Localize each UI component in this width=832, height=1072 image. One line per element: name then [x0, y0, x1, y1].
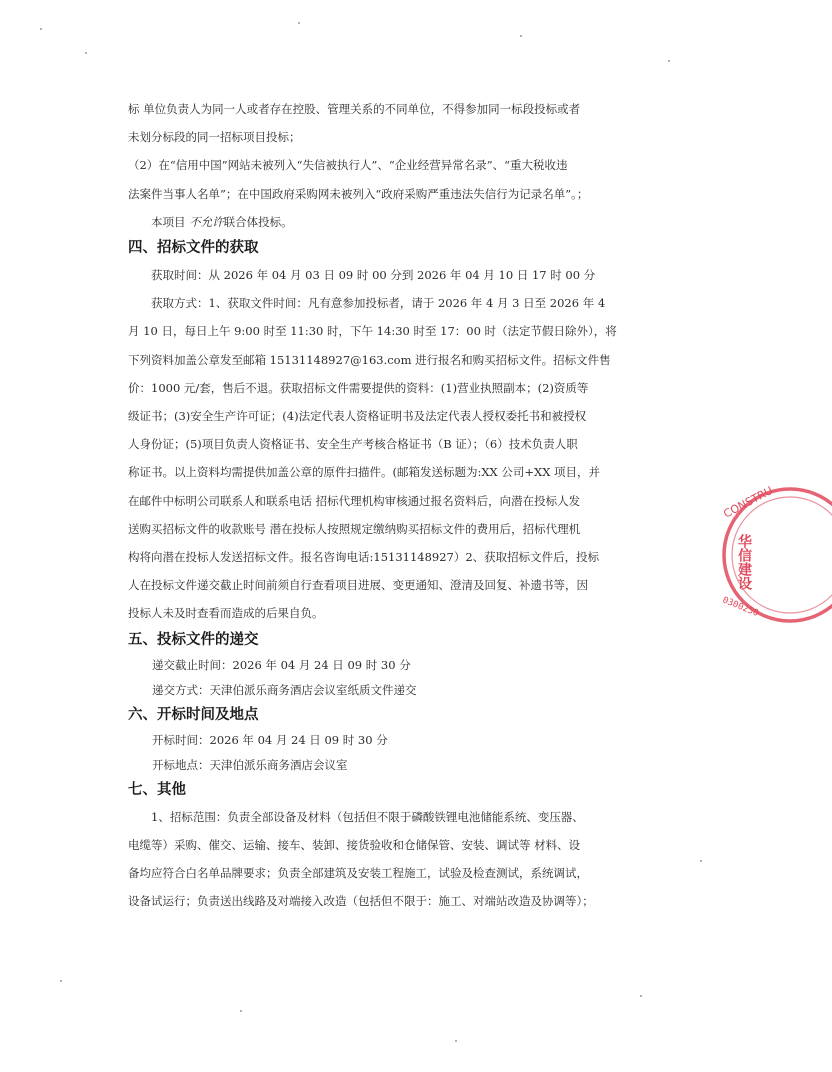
- paragraph-line: （2）在“信用中国”网站未被列入“失信被执行人”、“企业经营异常名录”、“重大税收违: [128, 158, 568, 173]
- method-line: 投标人未及时查看而造成的后果自负。: [128, 606, 324, 621]
- note-prefix: 本项目: [151, 214, 186, 229]
- acquisition-method: [128, 289, 640, 627]
- method-line: 在邮件中标明公司联系人和联系电话 招标代理机构审核通过报名资料后，向潜在投标人发: [128, 493, 581, 508]
- section-heading-7: 七、其他: [128, 781, 186, 798]
- scan-speck: [240, 1010, 242, 1012]
- method-line: 价：1000 元/套，售后不退。获取招标文件需要提供的资料：(1)营业执照副本；(2)资质等: [128, 380, 589, 395]
- paragraph-line: 未划分标段的同一招标项目投标；: [128, 130, 301, 145]
- scan-speck: [700, 860, 702, 862]
- method-line: 构将向潜在投标人发送招标文件。报名咨询电话:15131148927）2、获取招标文件后，投标: [128, 550, 600, 565]
- scan-speck: [85, 52, 87, 54]
- scan-speck: [668, 60, 670, 62]
- company-seal-stamp: [712, 470, 832, 640]
- opening-time: 开标时间：2026 年 04 月 24 日 09 时 30 分: [152, 732, 388, 747]
- method-line: 月 10 日，每日上午 9:00 时至 11:30 时，下午 14:30 时至 17：00 时（法定节假日除外），将: [128, 324, 617, 339]
- section-heading-6: 六、开标时间及地点: [128, 706, 259, 723]
- paragraph-line: 标 单位负责人为同一人或者存在控股、管理关系的不同单位，不得参加同一标段投标或者: [128, 102, 581, 116]
- scope-line: 1、招标范围：负责全部设备及材料（包括但不限于磷酸铁锂电池储能系统、变压器、: [151, 809, 584, 824]
- document-body: [128, 95, 640, 915]
- opening-place: 开标地点：天津伯派乐商务酒店会议室: [152, 757, 348, 772]
- method-line: 称证书。以上资料均需提供加盖公章的原件扫描件。(邮箱发送标题为:XX 公司+XX 项目，并: [128, 465, 601, 480]
- acquisition-time: 获取时间：从 2026 年 04 月 03 日 09 时 00 分到 2026 年 04 月 10 日 17 时 00 分: [151, 268, 596, 283]
- scope-line: 备均应符合白名单品牌要求；负责全部建筑及安装工程施工，试验及检查测试，系统调试，: [128, 866, 588, 881]
- note-suffix: 联合体投标。: [223, 214, 293, 229]
- method-line: 送购买招标文件的收款账号 潜在投标人按照规定缴纳购买招标文件的费用后，招标代理机: [128, 521, 581, 536]
- method-line: 人在投标文件递交截止时间前须自行查看项目进展、变更通知、澄清及回复、补遗书等，因: [128, 578, 588, 593]
- method-line: 获取方式：1、获取文件时间：凡有意参加投标者，请于 2026 年 4 月 3 日至 2026 年 4: [151, 296, 606, 311]
- method-line: 下列资料加盖公章发至邮箱 15131148927@163.com 进行报名和购买招标文件。招标文件售: [128, 352, 611, 367]
- scan-speck: [640, 995, 642, 997]
- scope-line: 电缆等）采购、催交、运输、接车、装卸、接货验收和仓储保管、安装、调试等 材料、设: [128, 837, 581, 852]
- section-heading-5: 五、投标文件的递交: [128, 631, 259, 648]
- scan-speck: [298, 22, 300, 24]
- seal-text-bottom: 0300250: [720, 595, 760, 619]
- scan-speck: [40, 28, 42, 30]
- seal-text-top: CONSTRU: [721, 483, 776, 521]
- note-emphasis: 不允许: [189, 214, 224, 229]
- scan-speck: [60, 980, 62, 982]
- seal-text-side: 华信建设: [736, 534, 752, 590]
- joint-bid-note: [128, 208, 640, 236]
- scope-line: 设备试运行；负责送出线路及对端接入改造（包括但不限于：施工、对端站改造及协调等）；: [128, 894, 594, 909]
- scan-speck: [520, 35, 522, 37]
- submission-deadline: 递交截止时间：2026 年 04 月 24 日 09 时 30 分: [152, 657, 411, 672]
- method-line: 级证书；(3)安全生产许可证；(4)法定代表人资格证明书及法定代表人授权委托书和被授权: [128, 409, 587, 424]
- paragraph-line: 法案件当事人名单”；在中国政府采购网未被列入“政府采购严重违法失信行为记录名单”。；: [128, 186, 589, 201]
- method-line: 人身份证；(5)项目负责人资格证书、安全生产考核合格证书（B 证）；（6）技术负责人职: [128, 437, 578, 452]
- submission-method: 递交方式：天津伯派乐商务酒店会议室纸质文件递交: [152, 682, 417, 697]
- section-heading-4: 四、招标文件的获取: [128, 240, 259, 257]
- scan-speck: [455, 1040, 457, 1042]
